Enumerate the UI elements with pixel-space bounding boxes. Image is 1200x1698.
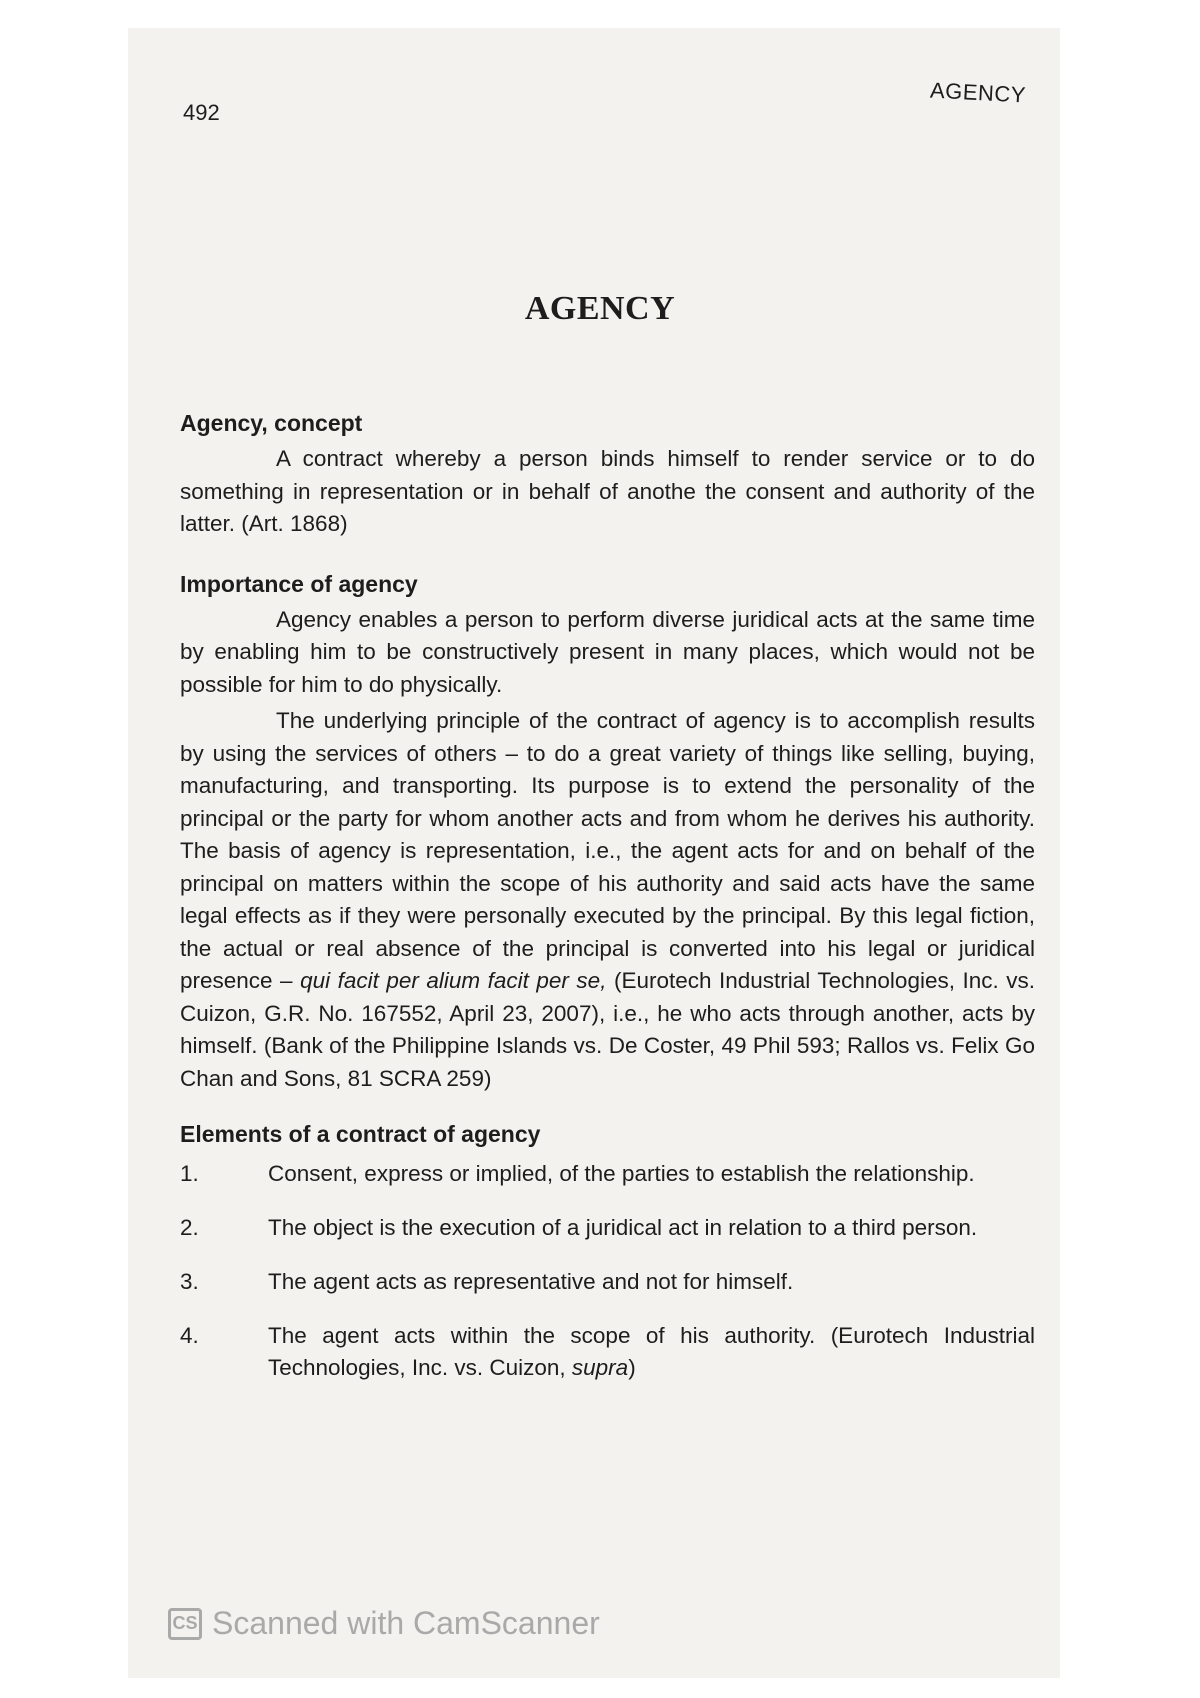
section-heading: Importance of agency: [180, 570, 418, 597]
paragraph: Agency enables a person to perform diverse juridical acts at the same time by enabling him to be constructively present in many places, which would not be possible for him to do physically.: [180, 606, 1035, 697]
page-content: [180, 410, 1035, 1406]
page-number: 492: [183, 100, 220, 125]
section-agency-concept: [180, 410, 1035, 541]
section-heading: Agency, concept: [180, 410, 363, 436]
list-number: 1.: [180, 1161, 199, 1186]
paragraph: A contract whereby a person binds himself to render service or to do something in representation or in behalf of anothe the consent and authority of the latter. (Art. 1868): [180, 446, 1035, 536]
list-text: The agent acts as representative and not for himself.: [268, 1269, 794, 1294]
list-text: The object is the execution of a juridical act in relation to a third person.: [268, 1215, 978, 1240]
list-item: [180, 1212, 1035, 1244]
list-text: Consent, express or implied, of the parties to establish the relationship.: [268, 1161, 975, 1186]
list-text: [268, 1320, 1035, 1384]
list-number: 4.: [180, 1323, 199, 1348]
list-text-italic: supra: [571, 1355, 629, 1380]
list-number: 2.: [180, 1215, 199, 1240]
camscanner-logo-icon: CS: [168, 1608, 202, 1640]
list-item: [180, 1320, 1035, 1384]
paragraph: [180, 705, 1035, 1095]
latin-phrase: qui facit per alium facit per se,: [300, 968, 607, 993]
list-item: [180, 1266, 1035, 1298]
section-importance-of-agency: [180, 571, 1035, 1096]
running-head: AGENCY: [929, 77, 1027, 108]
list-text-main: The agent acts within the scope of his authority. (Eurotech Industrial Technologies, Inc. vs. Cuizon,: [268, 1323, 1035, 1380]
watermark-text: Scanned with CamScanner: [212, 1605, 600, 1641]
section-elements-of-agency: [180, 1121, 1035, 1384]
elements-list: [180, 1158, 1035, 1384]
list-number: 3.: [180, 1269, 199, 1294]
camscanner-watermark: [168, 1605, 600, 1642]
paragraph-continuation: (Eurotech Industrial Technologies, Inc. vs. Cuizon, G.R. No. 167552, April 23, 2007), i.e., he who acts through another, acts by himself. (Bank of the Philippine Islands vs. De Coster, 49 Phil 593; Rallos vs. Felix Go Chan and Sons, 81 SCRA 259): [180, 968, 1035, 1091]
paragraph-text: The underlying principle of the contract of agency is to accomplish results by using the services of others – to do a great variety of things like selling, buying, manufacturing, and transporting. Its purpose is to extend the personality of the principal or the party for whom another acts and from whom he derives his authority. The basis of agency is representation, i.e., the agent acts for and on behalf of the principal on matters within the scope of his authority and said acts have the same legal effects as if they were personally executed by the principal. By this legal fiction, the actual or real absence of the principal is converted into his legal or juridical presence –: [180, 708, 1035, 993]
list-item: [180, 1158, 1035, 1190]
chapter-title: AGENCY: [524, 290, 676, 327]
list-text-tail: ): [628, 1355, 636, 1380]
section-heading: Elements of a contract of agency: [180, 1121, 541, 1147]
